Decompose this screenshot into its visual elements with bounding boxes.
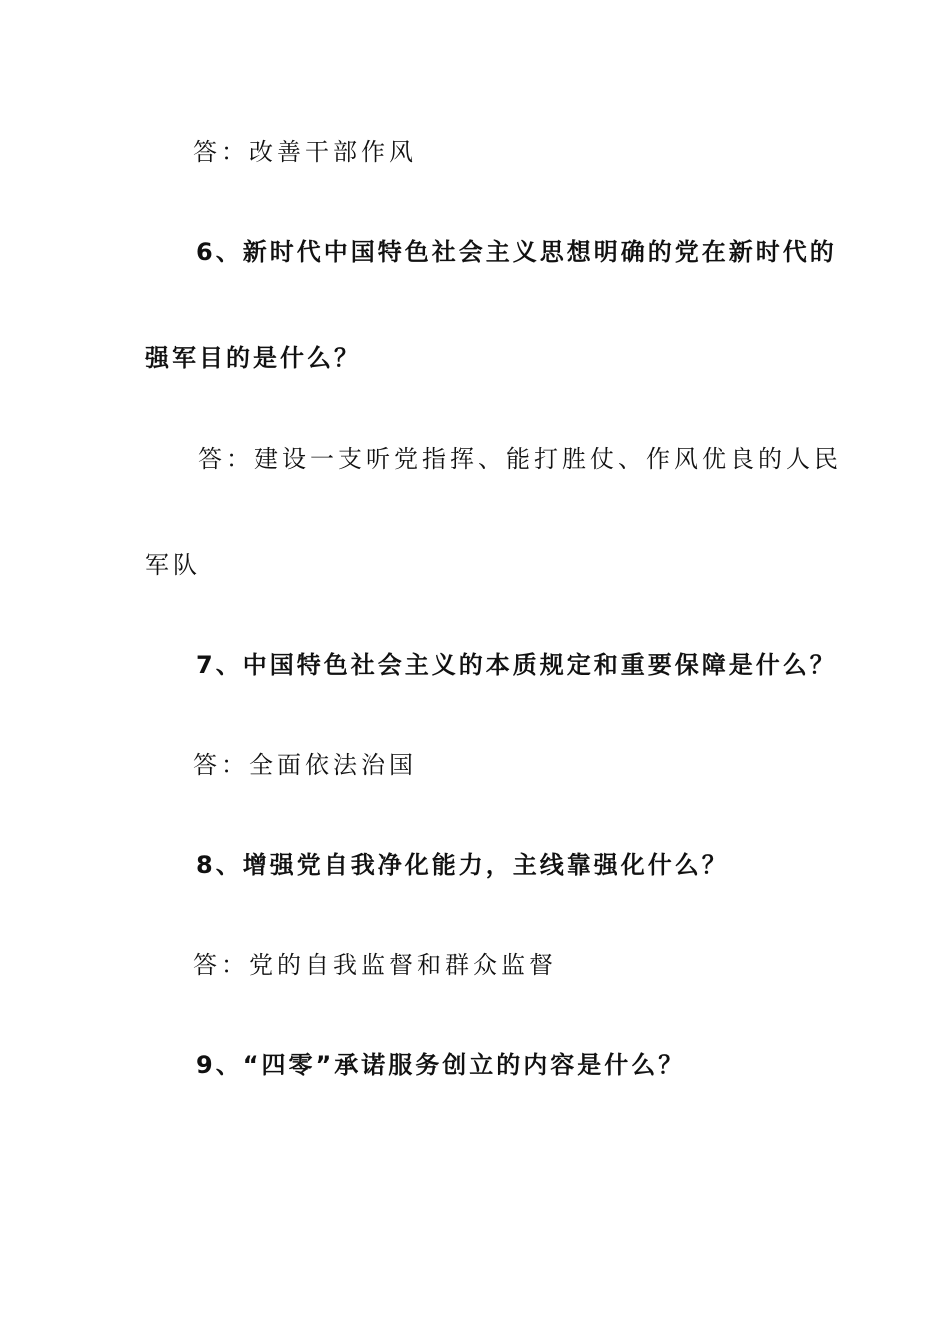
answer-6-line-1: 答：建设一支听党指挥、能打胜仗、作风优良的人民 xyxy=(198,445,842,473)
answer-7-text: 答：全面依法治国 xyxy=(193,751,417,779)
question-8-text: 8、增强党自我净化能力，主线靠强化什么？ xyxy=(196,851,729,879)
question-9-text: 9、“四零”承诺服务创立的内容是什么？ xyxy=(196,1051,686,1079)
question-6-line-1: 6、新时代中国特色社会主义思想明确的党在新时代的 xyxy=(196,238,837,266)
answer-5-text: 答：改善干部作风 xyxy=(193,138,417,166)
answer-8-text: 答：党的自我监督和群众监督 xyxy=(193,951,557,979)
question-6-line-2: 强军目的是什么？ xyxy=(145,344,361,372)
answer-6-line-2: 军队 xyxy=(145,551,201,579)
question-7-text: 7、中国特色社会主义的本质规定和重要保障是什么？ xyxy=(196,651,837,679)
